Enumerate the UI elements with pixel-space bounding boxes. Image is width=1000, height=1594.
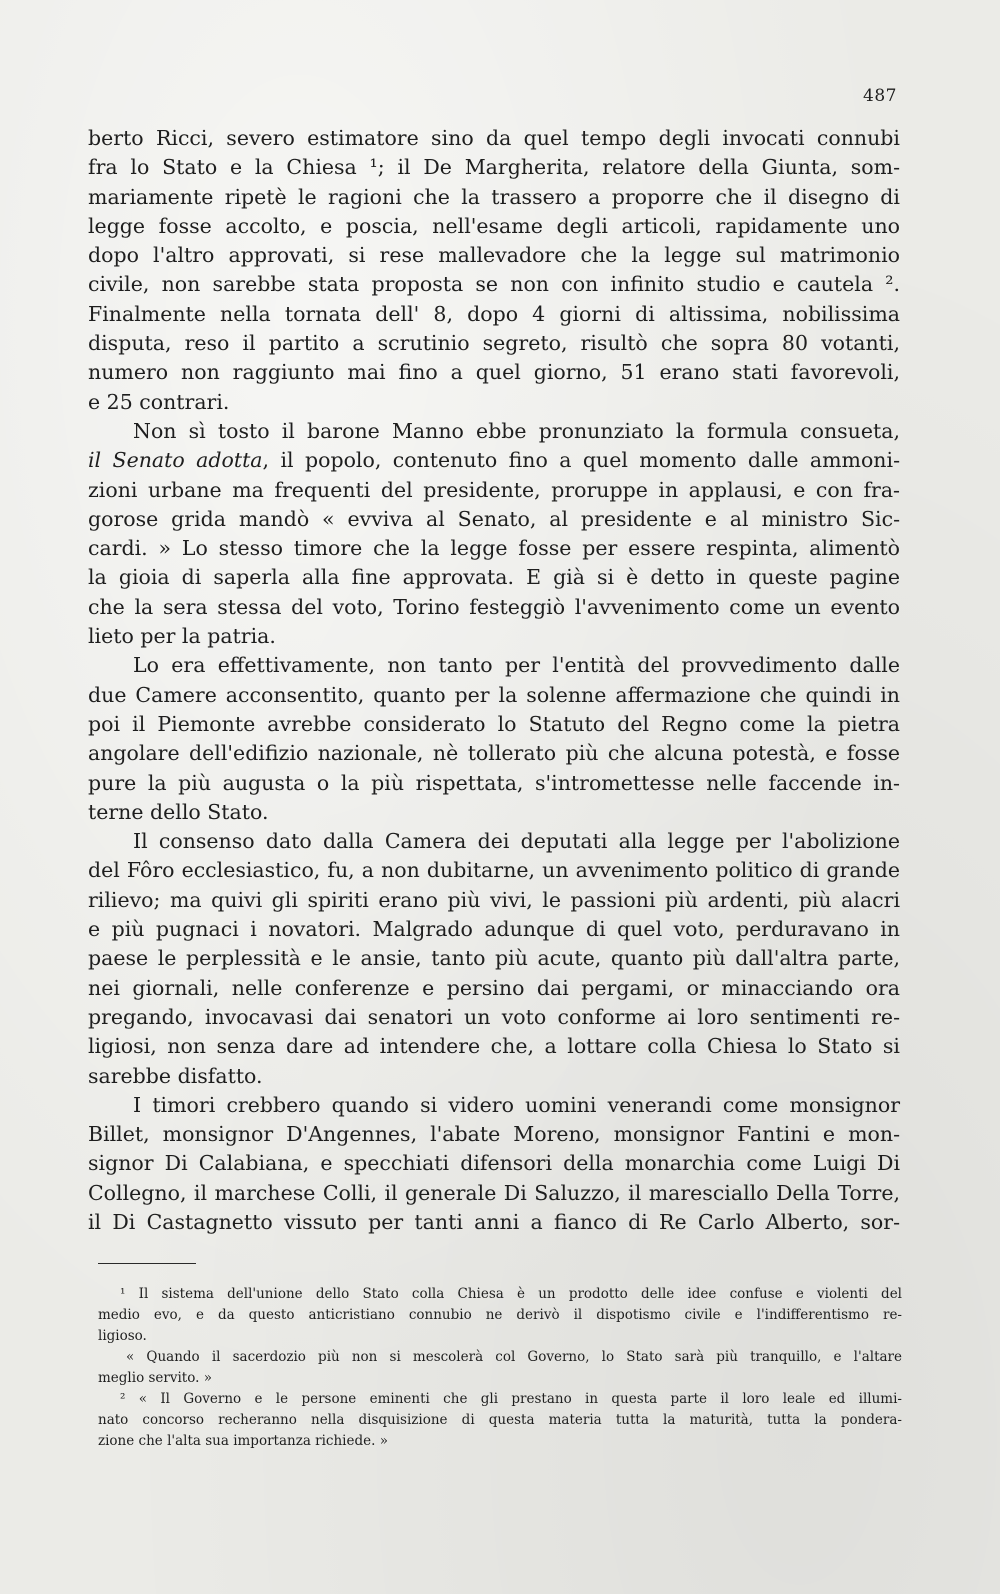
text-line: gorose grida mandò « evviva al Senato, al presidente e al ministro Sic- bbox=[88, 506, 900, 531]
page-number: 487 bbox=[863, 86, 897, 106]
text-line: nei giornali, nelle conferenze e persino dai pergami, or minacciando ora bbox=[88, 975, 900, 1000]
text-line: Finalmente nella tornata dell' 8, dopo 4 giorni di altissima, nobilissima bbox=[88, 301, 900, 326]
footnote-line: meglio servito. » bbox=[98, 1370, 212, 1386]
text-line: disputa, reso il partito a scrutinio segreto, risultò che sopra 80 votanti, bbox=[88, 331, 900, 356]
text-line: pure la più augusta o la più rispettata, s'intromettesse nelle faccende in- bbox=[88, 770, 900, 795]
text-line: ligiosi, non senza dare ad intendere che, a lottare colla Chiesa lo Stato si bbox=[88, 1034, 900, 1059]
text-line: Lo era effettivamente, non tanto per l'entità del provvedimento dalle bbox=[133, 653, 900, 678]
footnote-line: ² « Il Governo e le persone eminenti che gli prestano in questa parte il loro leale ed illumi- bbox=[120, 1391, 902, 1407]
text-line: Billet, monsignor D'Angennes, l'abate Moreno, monsignor Fantini e mon- bbox=[88, 1122, 900, 1147]
text-line: la gioia di saperla alla fine approvata. E già si è detto in queste pagine bbox=[88, 565, 900, 590]
text-line: il Di Castagnetto vissuto per tanti anni a fianco di Re Carlo Alberto, sor- bbox=[88, 1209, 900, 1234]
text-line: cardi. » Lo stesso timore che la legge fosse per essere respinta, alimentò bbox=[88, 536, 900, 561]
text-line: lieto per la patria. bbox=[88, 624, 276, 649]
text-line: due Camere acconsentito, quanto per la solenne affermazione che quindi in bbox=[88, 682, 900, 707]
text-line: civile, non sarebbe stata proposta se non con infinito studio e cautela ². bbox=[88, 272, 900, 297]
text-line: berto Ricci, severo estimatore sino da quel tempo degli invocati connubi bbox=[88, 126, 900, 150]
text-line: del Fôro ecclesiastico, fu, a non dubitarne, un avvenimento politico di grande bbox=[88, 858, 900, 883]
text-line: legge fosse accolto, e poscia, nell'esame degli articoli, rapidamente uno bbox=[88, 213, 900, 238]
footnotes bbox=[98, 1284, 902, 1452]
text-line: angolare dell'edifizio nazionale, nè tollerato più che alcuna potestà, e fosse bbox=[88, 741, 900, 766]
text-line: terne dello Stato. bbox=[88, 799, 269, 824]
text-line: zioni urbane ma frequenti del presidente, proruppe in applausi, e con fra- bbox=[88, 477, 900, 502]
text-line: poi il Piemonte avrebbe considerato lo Statuto del Regno come la pietra bbox=[88, 711, 900, 736]
text-line: signor Di Calabiana, e specchiati difensori della monarchia come Luigi Di bbox=[88, 1151, 900, 1176]
text-line-with-italic: il Senato adotta, il popolo, contenuto fino a quel momento dalle ammoni- bbox=[88, 448, 900, 473]
text-line: e più pugnaci i novatori. Malgrado adunque di quel voto, perduravano in bbox=[88, 917, 900, 942]
footnote-line: nato concorso recheranno nella disquisizione di questa materia tutta la maturità, tutta la pondera- bbox=[98, 1412, 902, 1428]
footnote-line: ligioso. bbox=[98, 1328, 147, 1344]
footnote-line: zione che l'alta sua importanza richiede. » bbox=[98, 1433, 388, 1449]
footnote-line: « Quando il sacerdozio più non si mescolerà col Governo, lo Stato sarà più tranquillo, e l'altare bbox=[126, 1349, 902, 1365]
text-line: dopo l'altro approvati, si rese mallevadore che la legge sul matrimonio bbox=[88, 243, 900, 268]
text-line: Il consenso dato dalla Camera dei deputati alla legge per l'abolizione bbox=[133, 829, 900, 854]
text-line: numero non raggiunto mai fino a quel giorno, 51 erano stati favorevoli, bbox=[88, 360, 900, 385]
text-line: sarebbe disfatto. bbox=[88, 1063, 263, 1088]
text-line: e 25 contrari. bbox=[88, 389, 230, 414]
text-line: mariamente ripetè le ragioni che la trassero a proporre che il disegno di bbox=[88, 184, 900, 209]
body-text bbox=[88, 124, 900, 1237]
footnote-line: ¹ Il sistema dell'unione dello Stato colla Chiesa è un prodotto delle idee confuse e violenti del bbox=[120, 1286, 902, 1302]
text-line: Non sì tosto il barone Manno ebbe pronunziato la formula consueta, bbox=[133, 418, 900, 443]
text-line: che la sera stessa del voto, Torino festeggiò l'avvenimento come un evento bbox=[88, 594, 900, 619]
text-line: pregando, invocavasi dai senatori un voto conforme ai loro sentimenti re- bbox=[88, 1004, 900, 1029]
text-line: Collegno, il marchese Colli, il generale Di Saluzzo, il maresciallo Della Torre, bbox=[88, 1180, 900, 1205]
text-line: fra lo Stato e la Chiesa ¹; il De Margherita, relatore della Giunta, som- bbox=[88, 155, 900, 180]
text-line: I timori crebbero quando si videro uomini venerandi come monsignor bbox=[133, 1092, 900, 1117]
footnote-divider bbox=[98, 1263, 196, 1264]
text-line: paese le perplessità e le ansie, tanto più acute, quanto più dall'altra parte, bbox=[88, 946, 900, 971]
footnote-line: medio evo, e da questo anticristiano connubio ne derivò il dispotismo civile e l'indifferentismo re- bbox=[98, 1307, 902, 1323]
text-line: rilievo; ma quivi gli spiriti erano più vivi, le passioni più ardenti, più alacri bbox=[88, 887, 900, 912]
